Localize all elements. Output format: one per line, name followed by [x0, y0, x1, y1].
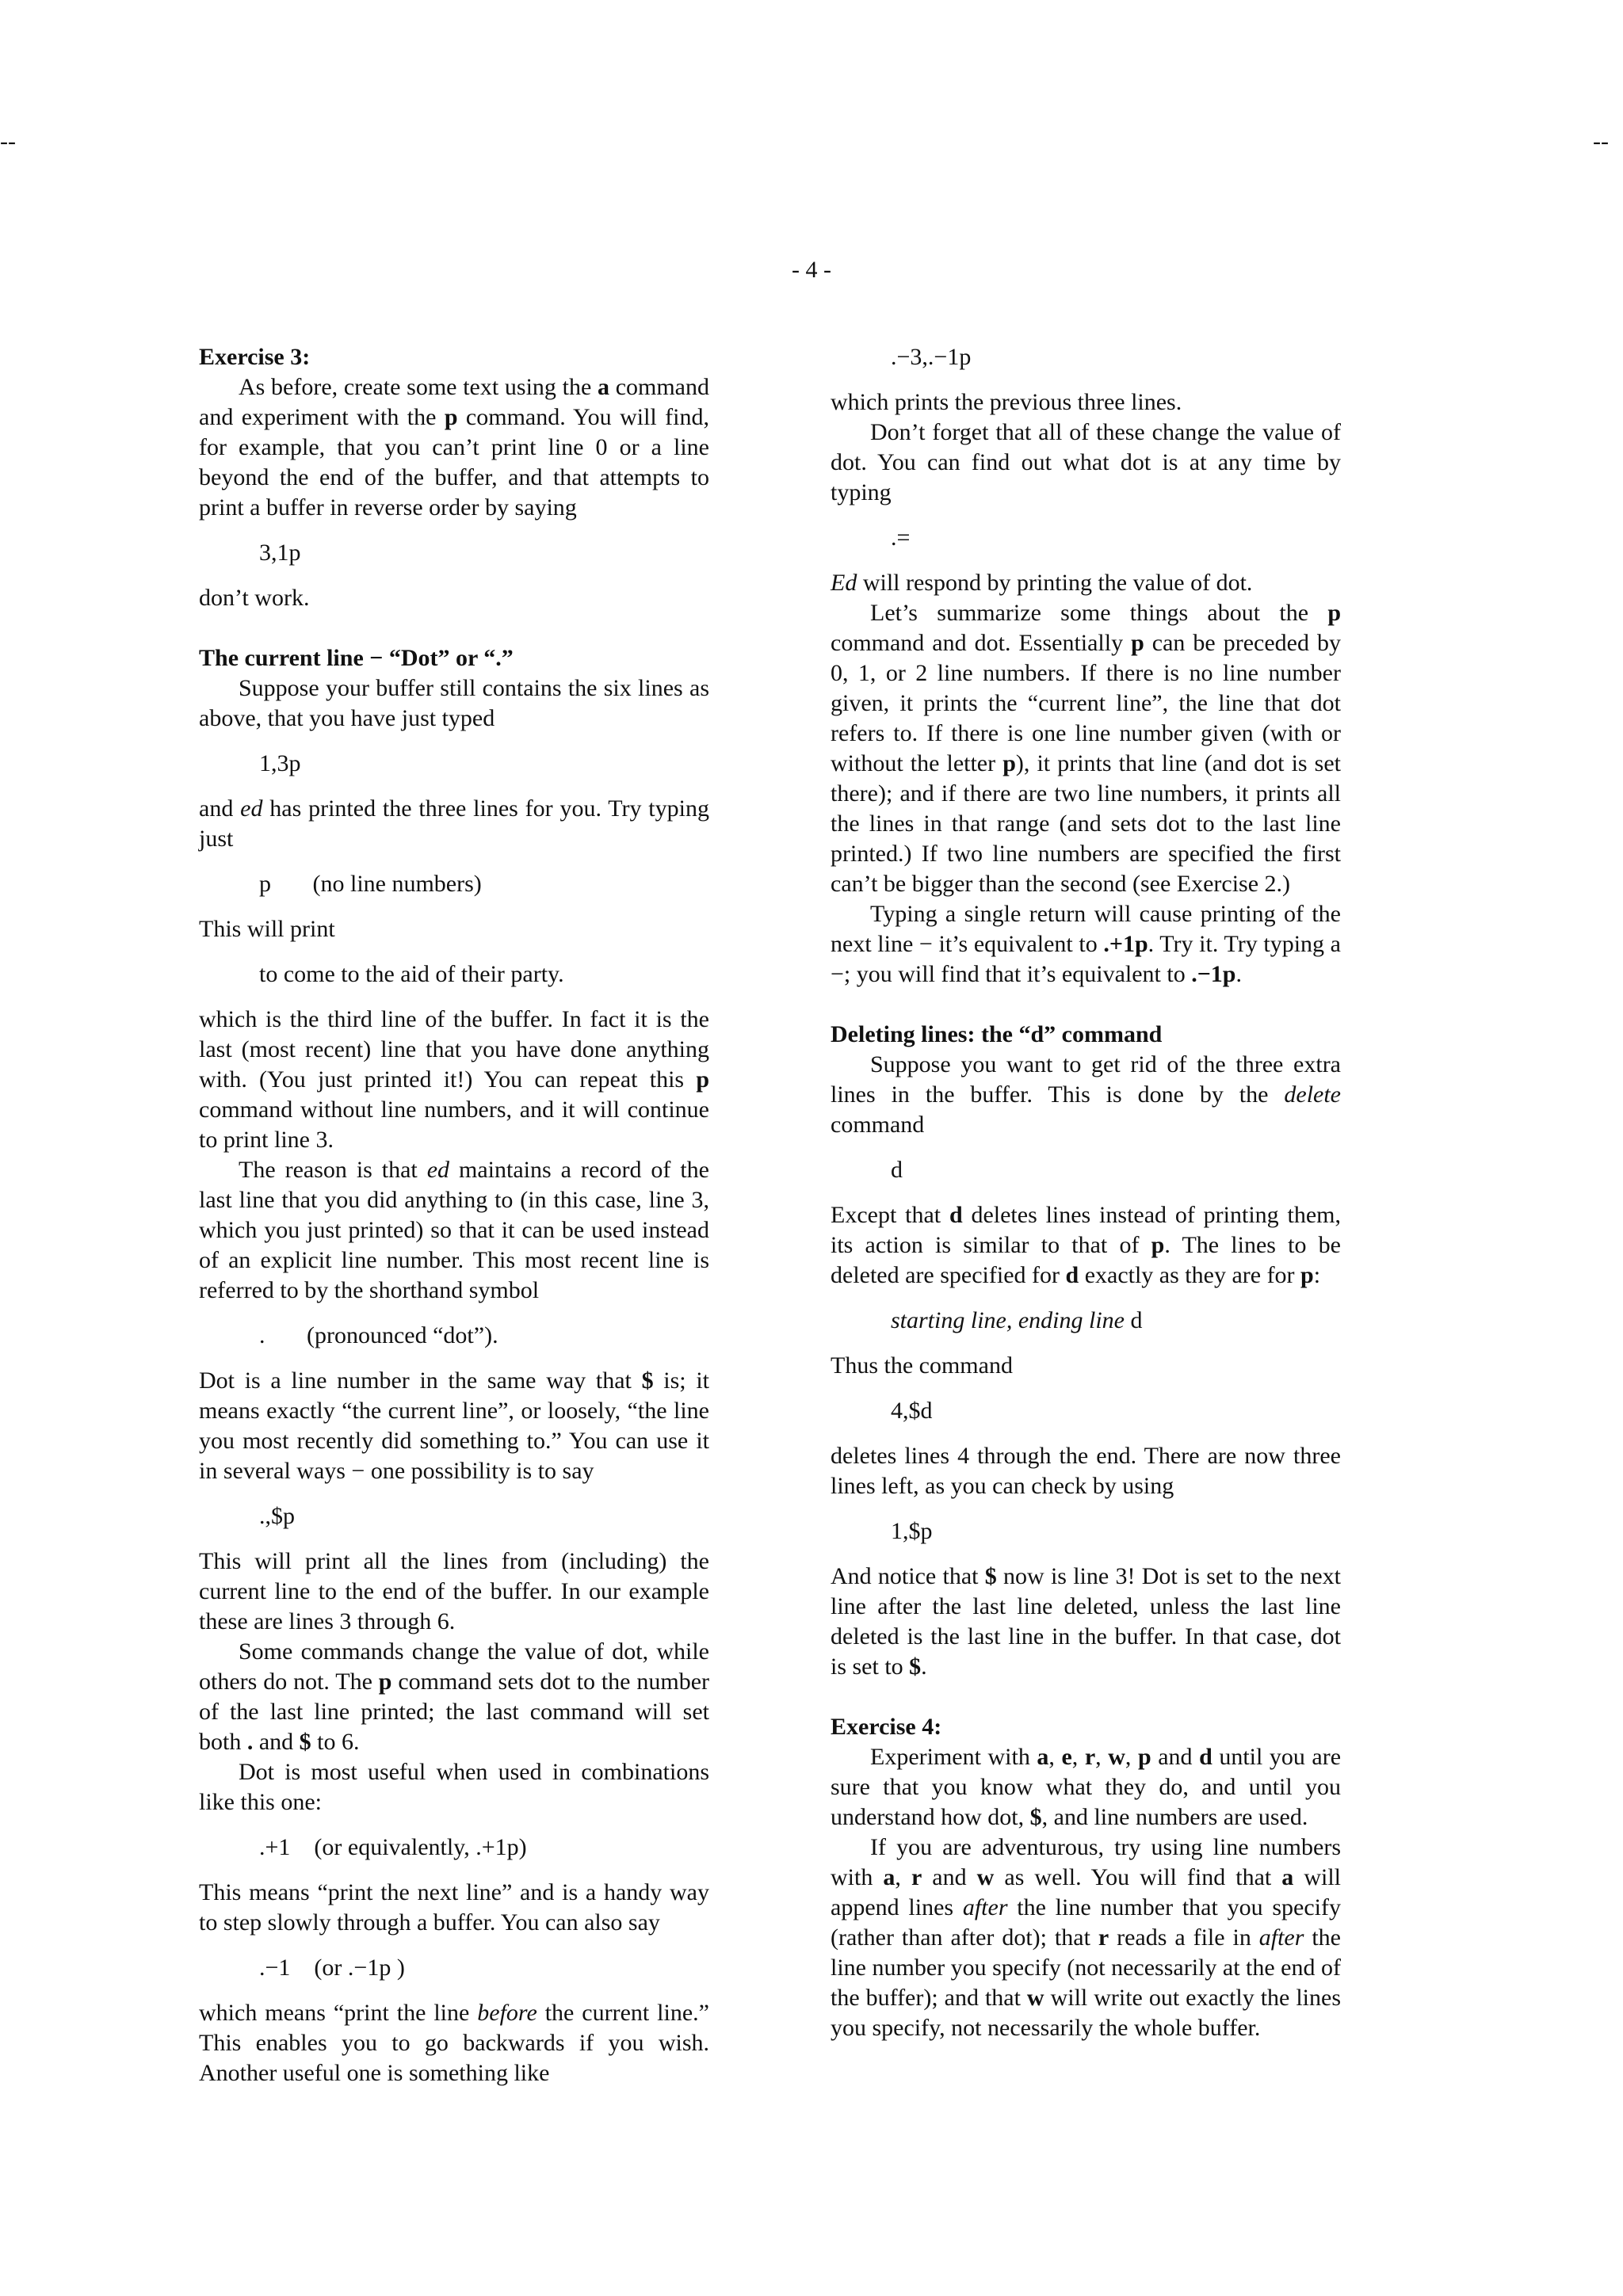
italic-term: Ed: [831, 570, 857, 596]
paragraph: [199, 1878, 709, 1938]
italic-term: after: [1258, 1924, 1304, 1951]
text-run: command without line numbers, and it will continue to print line 3.: [199, 1097, 709, 1153]
text-run: as well. You will find that: [994, 1864, 1282, 1890]
bold-term: $: [299, 1729, 311, 1755]
example-command: 1,$p: [891, 1518, 933, 1544]
text-run: the current line.” This enables you to go backwards if you wish. Another useful one is something like: [199, 2000, 709, 2086]
italic-term: ed: [240, 795, 263, 822]
text-run: the line number that you specify (rather than after dot); that: [831, 1894, 1341, 1951]
text-run: Suppose your buffer still contains the six lines as above, that you have just typed: [199, 675, 709, 731]
text-run: Experiment with: [870, 1744, 1037, 1770]
bold-term: e: [1061, 1744, 1072, 1770]
text-run: This means “print the next line” and is a handy way to step slowly through a buffer. You can also say: [199, 1879, 709, 1936]
paragraph: [831, 899, 1341, 990]
paragraph: [831, 1050, 1341, 1140]
paragraph: [199, 583, 709, 613]
text-run: ,: [895, 1864, 911, 1890]
right-column: [831, 342, 1341, 2043]
bold-term: p: [1151, 1232, 1165, 1258]
text-run: which is the third line of the buffer. In fact it is the last (most recent) line that you have done anything with. (You just printed it!) You can repeat this: [199, 1006, 709, 1093]
text-run: and: [253, 1729, 300, 1755]
example-command: .=: [891, 524, 911, 551]
paragraph: [831, 1200, 1341, 1291]
bold-term: $: [1029, 1804, 1042, 1830]
text-run: which means “print the line: [199, 2000, 478, 2026]
paragraph: [831, 598, 1341, 899]
example-command: 4,$d: [891, 1398, 933, 1424]
section-heading-delete: Deleting lines: the “d” command: [831, 1021, 1163, 1047]
bold-term: w: [976, 1864, 995, 1890]
text-run: has printed the three lines for you. Try typing just: [199, 795, 709, 852]
exercise-3-heading: Exercise 3:: [199, 344, 311, 370]
text-run: will append lines: [831, 1864, 1342, 1920]
text-run: Thus the command: [831, 1352, 1013, 1379]
text-run: exactly as they are for: [1079, 1262, 1301, 1288]
text-run: deletes lines 4 through the end. There are now three lines left, as you can check by using: [831, 1443, 1341, 1499]
example-command: .−1 (or .−1p ): [259, 1955, 405, 1981]
bold-term: r: [911, 1864, 922, 1890]
paragraph: [831, 387, 1341, 418]
text-run: until you are sure that you know what they do, and until you understand how dot,: [831, 1744, 1342, 1830]
paragraph: [199, 1005, 709, 1155]
example-command: . (pronounced “dot”).: [259, 1322, 498, 1348]
text-run: will respond by printing the value of dot.: [857, 570, 1253, 596]
bold-term: .: [246, 1729, 254, 1755]
paragraph: [199, 372, 709, 523]
bold-term: a: [597, 374, 609, 400]
example-command: 3,1p: [259, 540, 301, 566]
paragraph: [199, 794, 709, 854]
example-output: to come to the aid of their party.: [259, 961, 564, 987]
bold-term: $: [909, 1653, 922, 1680]
paragraph: [199, 1998, 709, 2088]
paragraph: [831, 1742, 1341, 1833]
bold-term: .+1p: [1103, 931, 1148, 957]
text-run: As before, create some text using the: [239, 374, 598, 400]
bold-term: p: [1300, 1262, 1314, 1288]
bold-term: a: [883, 1864, 896, 1890]
text-run: .: [921, 1653, 927, 1680]
text-run: can be preceded by 0, 1, or 2 line numbers. If there is no line number given, it prints the “current line”, the line that dot refers to. If there is one line number given (with or without the letter: [831, 630, 1341, 776]
text-run: command. You will find, for example, that you can’t print line 0 or a line beyond the end of the buffer, and that attempts to print a buffer in reverse order by saying: [199, 404, 709, 521]
text-run: d: [1124, 1307, 1143, 1333]
text-run: .: [1235, 961, 1242, 987]
text-run: and: [922, 1864, 977, 1890]
example-command: .−3,.−1p: [891, 344, 972, 370]
text-run: If you are adventurous, try using line numbers with: [831, 1834, 1341, 1890]
example-command: .,$p: [259, 1503, 295, 1529]
text-run: ), it prints that line (and dot is set there); and if there are two line numbers, it prints all the lines in that range (and sets dot to the last line printed.) If two line numbers are specified the first can’t be bigger than the second (see Exercise 2.): [831, 750, 1341, 897]
example-command: d: [891, 1157, 903, 1183]
text-run: And notice that: [831, 1563, 985, 1589]
bold-term: a: [1281, 1864, 1294, 1890]
text-run: is; it means exactly “the current line”, or loosely, “the line you most recently did something to.” You can use it in several ways − one possibility is to say: [199, 1367, 709, 1484]
exercise-4-heading: Exercise 4:: [831, 1714, 942, 1740]
paragraph: [199, 1637, 709, 1757]
italic-term: delete: [1284, 1081, 1341, 1108]
text-run: Some commands change the value of dot, while others do not. The: [199, 1638, 709, 1695]
bold-term: .−1p: [1191, 961, 1236, 987]
text-run: maintains a record of the last line that you did anything to (in this case, line 3, which you just printed) so that it can be used instead of an explicit line number. This most recent line is referred to by the shorthand symbol: [199, 1157, 709, 1303]
bold-term: p: [444, 404, 458, 430]
bold-term: p: [1131, 630, 1144, 656]
paragraph: [199, 673, 709, 734]
bold-term: r: [1098, 1924, 1109, 1951]
bold-term: p: [1327, 600, 1341, 626]
text-run: ,: [1095, 1744, 1109, 1770]
text-run: Dot is most useful when used in combinations like this one:: [199, 1759, 709, 1815]
bold-term: a: [1037, 1744, 1049, 1770]
text-run: don’t work.: [199, 585, 310, 611]
text-run: , and line numbers are used.: [1041, 1804, 1308, 1830]
text-run: Suppose you want to get rid of the three extra lines in the buffer. This is done by the: [831, 1051, 1341, 1108]
text-run: and: [1151, 1744, 1200, 1770]
text-run: Let’s summarize some things about the: [870, 600, 1328, 626]
text-run: reads a file in: [1109, 1924, 1259, 1951]
text-run: now is line 3! Dot is set to the next line after the last line deleted, unless the last line deleted is the last line in the buffer. In that case, dot is set to: [831, 1563, 1342, 1680]
paragraph: [831, 1562, 1341, 1682]
paragraph: [199, 1155, 709, 1306]
text-run: Dot is a line number in the same way that: [199, 1367, 642, 1394]
paragraph: [831, 568, 1341, 598]
paragraph: [831, 1351, 1341, 1381]
text-run: ,: [1048, 1744, 1062, 1770]
section-heading-current-line: The current line − “Dot” or “.”: [199, 645, 514, 671]
text-run: This will print all the lines from (including) the current line to the end of the buffer. In our example these are lines 3 through 6.: [199, 1548, 709, 1634]
paragraph: [199, 1757, 709, 1817]
text-run: Don’t forget that all of these change the value of dot. You can find out what dot is at any time by typing: [831, 419, 1341, 505]
paragraph: [831, 1441, 1341, 1501]
example-command: .+1 (or equivalently, .+1p): [259, 1834, 527, 1860]
bold-term: d: [949, 1202, 963, 1228]
text-run: This will print: [199, 916, 335, 942]
text-run: deletes lines instead of printing them, its action is similar to that of: [831, 1202, 1341, 1258]
italic-term: ed: [426, 1157, 450, 1183]
text-run: command: [831, 1112, 925, 1138]
example-syntax: [831, 1306, 1341, 1336]
text-run: the line number you specify (not necessarily at the end of the buffer); and that: [831, 1924, 1342, 2011]
text-run: . Try it. Try typing a −; you will find that it’s equivalent to: [831, 931, 1341, 987]
text-run: to 6.: [311, 1729, 360, 1755]
top-right-mark: --: [1593, 128, 1609, 154]
paragraph: [199, 1366, 709, 1486]
text-run: command and experiment with the: [199, 374, 709, 430]
text-run: command sets dot to the number of the last line printed; the last command will set both: [199, 1669, 710, 1755]
italic-term: before: [477, 2000, 537, 2026]
paragraph: [831, 418, 1341, 508]
bold-term: d: [1199, 1744, 1212, 1770]
bold-term: p: [1137, 1744, 1151, 1770]
paragraph: [199, 1547, 709, 1637]
italic-term: starting line, ending line: [891, 1307, 1125, 1333]
example-command: p (no line numbers): [259, 871, 482, 897]
text-run: and: [199, 795, 241, 822]
bold-term: w: [1108, 1744, 1125, 1770]
bold-term: p: [1002, 750, 1016, 776]
paragraph: [199, 914, 709, 944]
left-column: [199, 342, 709, 2088]
bold-term: p: [378, 1669, 392, 1695]
bold-term: r: [1084, 1744, 1096, 1770]
text-run: Typing a single return will cause printing of the next line − it’s equivalent to: [831, 901, 1341, 957]
text-run: Except that: [831, 1202, 949, 1228]
text-run: will write out exactly the lines you specify, not necessarily the whole buffer.: [831, 1985, 1341, 2041]
text-run: ,: [1125, 1744, 1138, 1770]
paragraph: [831, 1833, 1341, 2043]
bold-term: p: [696, 1066, 709, 1093]
text-run: which prints the previous three lines.: [831, 389, 1182, 415]
text-run: command and dot. Essentially: [831, 630, 1132, 656]
bold-term: d: [1065, 1262, 1079, 1288]
bold-term: $: [641, 1367, 654, 1394]
page-number: - 4 -: [792, 257, 831, 283]
text-run: :: [1313, 1262, 1321, 1288]
text-run: The reason is that: [239, 1157, 427, 1183]
top-left-mark: --: [0, 128, 16, 154]
text-run: ,: [1071, 1744, 1085, 1770]
bold-term: w: [1026, 1985, 1044, 2011]
italic-term: after: [962, 1894, 1008, 1920]
text-run: . The lines to be deleted are specified for: [831, 1232, 1341, 1288]
bold-term: $: [984, 1563, 997, 1589]
example-command: 1,3p: [259, 750, 301, 776]
